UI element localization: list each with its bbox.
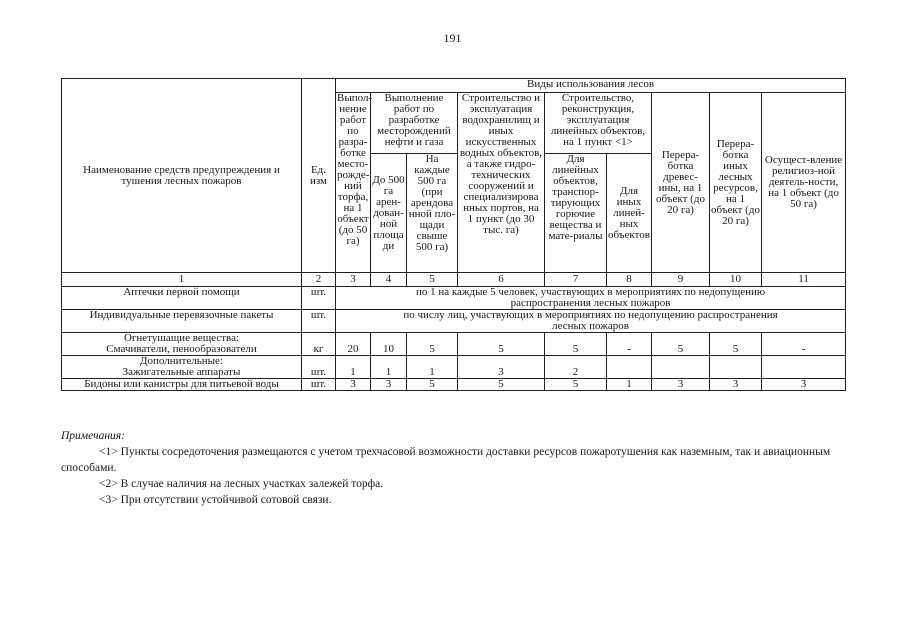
cell: 20 xyxy=(336,333,371,356)
header-c10: Перера-ботка иных лесных ресурсов, на 1 объект (до 20 га) xyxy=(710,93,762,273)
cell: 5 xyxy=(545,379,607,391)
col-number: 2 xyxy=(302,273,336,287)
cell: 5 xyxy=(458,379,545,391)
note-2: <2> В случае наличия на лесных участках залежей торфа. xyxy=(99,478,384,490)
col-number: 6 xyxy=(458,273,545,287)
cell: 1 xyxy=(607,379,652,391)
row-name-line1: Огнетушащие вещества: xyxy=(123,332,240,344)
col-number: 10 xyxy=(710,273,762,287)
row-unit: шт. xyxy=(302,287,336,310)
cell: 5 xyxy=(545,333,607,356)
col-number: 3 xyxy=(336,273,371,287)
row-name-line2: Зажигательные аппараты xyxy=(122,366,241,378)
note-3: <3> При отсутствии устойчивой сотовой связи. xyxy=(99,494,332,506)
cell: 1 xyxy=(407,356,458,379)
row-span-text: по 1 на каждые 5 человек, участвующих в мероприятиях по недопущению распространения лесных пожаров xyxy=(336,287,846,310)
header-c4: До 500 га арен-дован-ной площа ди xyxy=(371,154,407,273)
notes-section xyxy=(61,428,851,508)
cell: 5 xyxy=(710,333,762,356)
cell: 3 xyxy=(762,379,846,391)
col-number: 9 xyxy=(652,273,710,287)
note-1: <1> Пункты сосредоточения размещаются с учетом трехчасовой возможности доставки ресурсов пожаротушения как наземным, так и авиационным способами. xyxy=(61,446,831,474)
row-name: Индивидуальные перевязочные пакеты xyxy=(62,310,302,333)
column-numbers-row xyxy=(62,273,846,287)
header-c6: Строительство и эксплуатация водохранилищ и иных искусственных водных объектов, а также гидро-технических сооружений и специализирова нных портов, на 1 пункт (до 30 тыс. га) xyxy=(458,93,545,273)
row-unit: шт. xyxy=(302,310,336,333)
cell: - xyxy=(607,333,652,356)
cell xyxy=(710,356,762,379)
header-c5: На каждые 500 га (при арендова нной пло-щади свыше 500 га) xyxy=(407,154,458,273)
header-linear-group: Строительство, реконструкция, эксплуатация линейных объектов, на 1 пункт <1> xyxy=(545,93,652,154)
header-c7: Для линейных объектов, транспор-тирующих горючие вещества и мате-риалы xyxy=(545,154,607,273)
cell: 5 xyxy=(407,379,458,391)
table-row xyxy=(62,379,846,391)
cell: 5 xyxy=(652,333,710,356)
cell: 5 xyxy=(407,333,458,356)
row-name-line1: Дополнительные: xyxy=(140,355,223,367)
table-row xyxy=(62,287,846,310)
cell xyxy=(762,356,846,379)
col-number: 5 xyxy=(407,273,458,287)
table-row xyxy=(62,310,846,333)
header-unit: Ед. изм xyxy=(302,79,336,273)
col-number: 7 xyxy=(545,273,607,287)
header-oil-group: Выполнение работ по разработке месторождений нефти и газа xyxy=(371,93,458,154)
header-c3: Выпол-нение работ по разра-ботке место-рожде-ний торфа, на 1 объект (до 50 га) xyxy=(336,93,371,273)
cell: 1 xyxy=(336,356,371,379)
row-unit: шт. xyxy=(302,379,336,391)
col-number: 11 xyxy=(762,273,846,287)
cell: 3 xyxy=(371,379,407,391)
cell: 5 xyxy=(458,333,545,356)
header-c9: Перера-ботка древес-ины, на 1 объект (до 20 га) xyxy=(652,93,710,273)
cell: - xyxy=(762,333,846,356)
row-span-text: по числу лиц, участвующих в мероприятиях по недопущению распространения лесных пожаров xyxy=(336,310,846,333)
col-number: 8 xyxy=(607,273,652,287)
row-name: Бидоны или канистры для питьевой воды xyxy=(62,379,302,391)
row-unit: кг xyxy=(302,333,336,356)
cell: 3 xyxy=(336,379,371,391)
page-number: 191 xyxy=(443,31,462,45)
row-name: Аптечки первой помощи xyxy=(62,287,302,310)
cell: 1 xyxy=(371,356,407,379)
notes-title: Примечания: xyxy=(61,430,125,442)
col-number: 4 xyxy=(371,273,407,287)
cell: 3 xyxy=(652,379,710,391)
header-c8: Для иных линей-ных объектов xyxy=(607,154,652,273)
cell: 3 xyxy=(710,379,762,391)
cell: 3 xyxy=(458,356,545,379)
header-name: Наименование средств предупреждения и тушения лесных пожаров xyxy=(62,79,302,273)
row-name xyxy=(62,333,302,356)
cell: 10 xyxy=(371,333,407,356)
fire-equipment-table xyxy=(61,78,846,391)
table-row xyxy=(62,333,846,356)
col-number: 1 xyxy=(62,273,302,287)
row-name-line2: Смачиватели, пенообразователи xyxy=(106,343,257,355)
cell xyxy=(652,356,710,379)
header-c11: Осущест-вление религиоз-ной деятель-ности, на 1 объект (до 50 га) xyxy=(762,93,846,273)
table-row xyxy=(62,356,846,379)
row-unit: шт. xyxy=(302,356,336,379)
cell: 2 xyxy=(545,356,607,379)
cell xyxy=(607,356,652,379)
row-name xyxy=(62,356,302,379)
header-group-title: Виды использования лесов xyxy=(336,79,846,93)
